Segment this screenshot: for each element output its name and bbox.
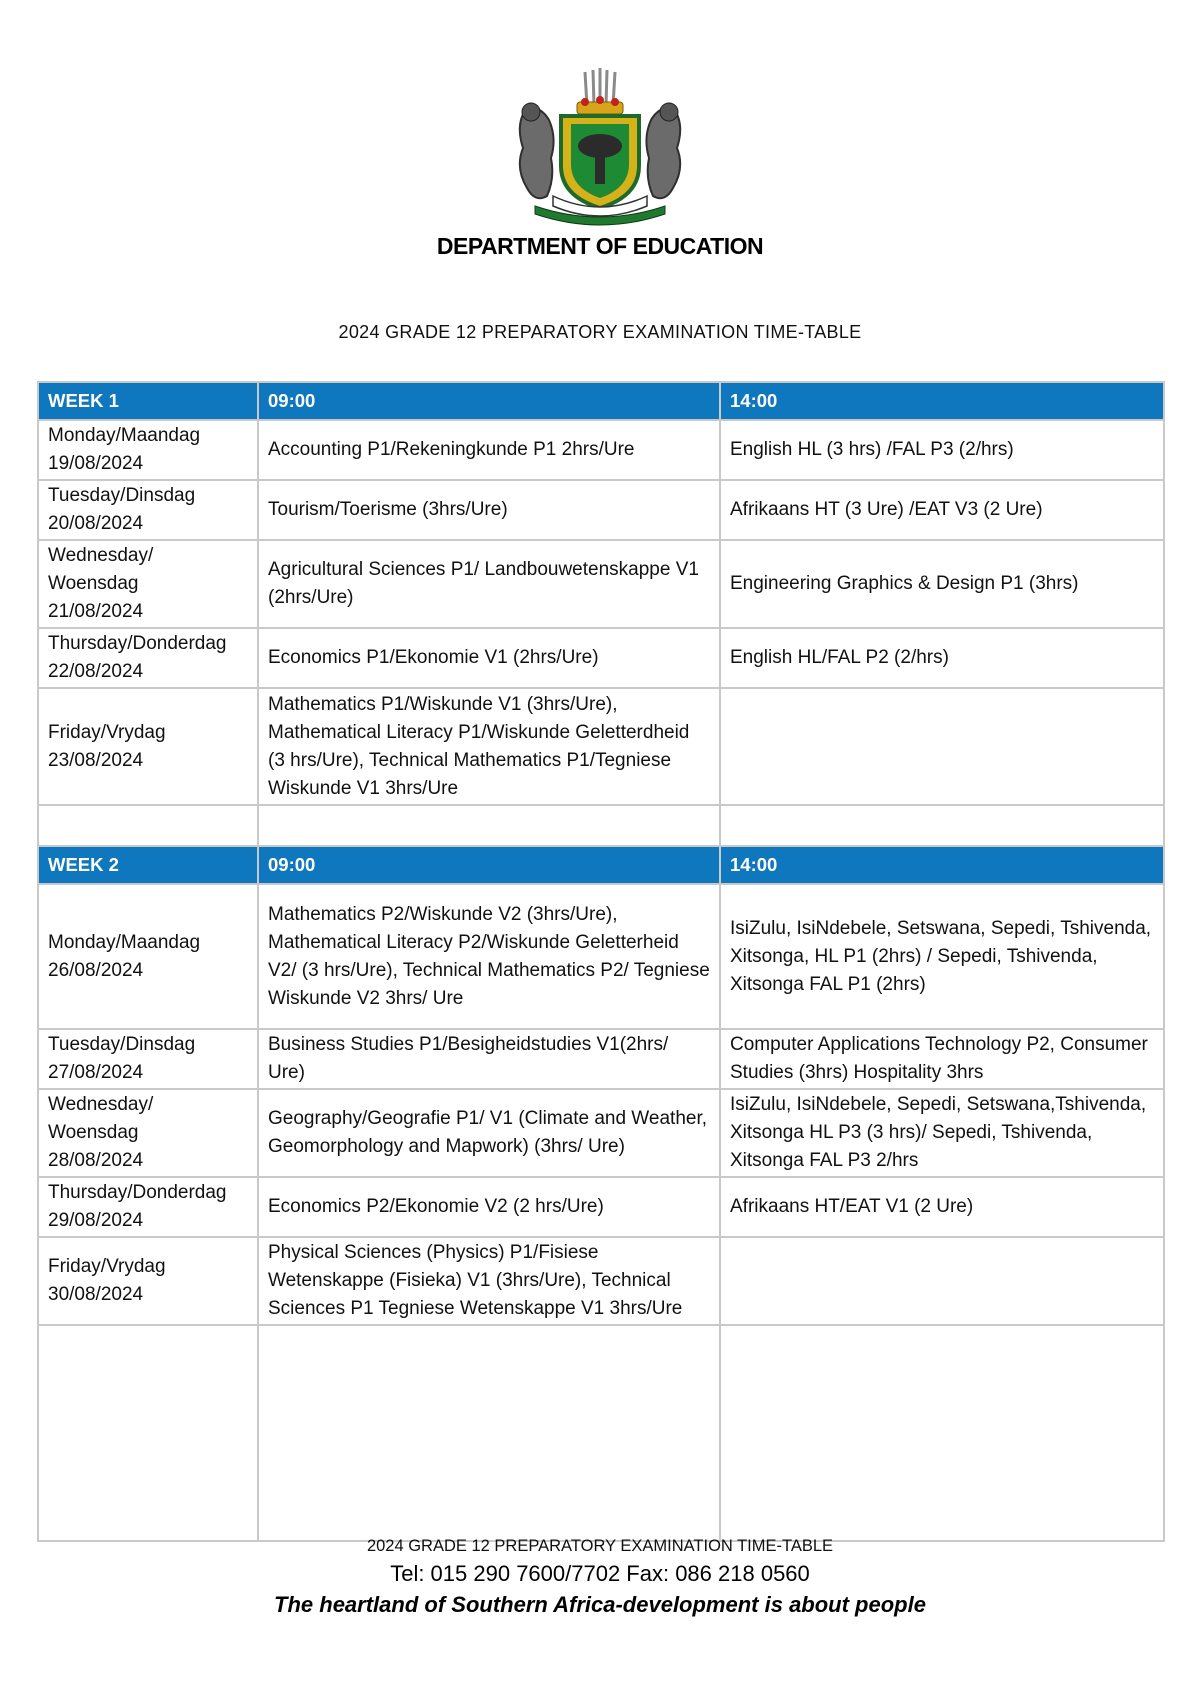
exam-timetable — [37, 381, 1165, 1542]
session-time-morning: 09:00 — [258, 382, 720, 420]
table-row — [38, 688, 1164, 805]
day-cell — [38, 420, 258, 480]
table-row — [38, 1177, 1164, 1237]
spacer-row — [38, 805, 1164, 846]
exam-date: 26/08/2024 — [48, 959, 144, 981]
exam-date: 20/08/2024 — [48, 513, 144, 534]
morning-exam: Accounting P1/Rekeningkunde P1 2hrs/Ure — [258, 420, 720, 480]
session-time-morning: 09:00 — [258, 846, 720, 884]
day-name: Friday/Vrydag — [48, 721, 166, 743]
afternoon-exam: Engineering Graphics & Design P1 (3hrs) — [720, 540, 1164, 628]
day-name: Monday/Maandag — [48, 931, 201, 953]
day-name: Wednesday/ Woensdag — [48, 1094, 154, 1143]
table-row — [38, 1237, 1164, 1325]
morning-exam: Mathematics P1/Wiskunde V1 (3hrs/Ure), Mathematical Literacy P1/Wiskunde Geletterdheid (3 hrs/Ure), Technical Mathematics P1/Tegniese Wiskunde V1 3hrs/Ure — [258, 688, 720, 805]
exam-date: 23/08/2024 — [48, 749, 144, 771]
week-label: WEEK 2 — [38, 846, 258, 884]
coat-of-arms-logo — [505, 68, 695, 230]
afternoon-exam: IsiZulu, IsiNdebele, Sepedi, Setswana,Tshivenda, Xitsonga HL P3 (3 hrs)/ Sepedi, Tshivenda, Xitsonga FAL P3 2/hrs — [720, 1089, 1164, 1177]
morning-exam: Economics P2/Ekonomie V2 (2 hrs/Ure) — [258, 1177, 720, 1237]
exam-date: 19/08/2024 — [48, 453, 144, 474]
table-row — [38, 1029, 1164, 1089]
afternoon-exam: English HL/FAL P2 (2/hrs) — [720, 628, 1164, 688]
day-name: Thursday/Donderdag — [48, 633, 227, 654]
week-header-row — [38, 846, 1164, 884]
afternoon-exam: English HL (3 hrs) /FAL P3 (2/hrs) — [720, 420, 1164, 480]
document-title: 2024 GRADE 12 PREPARATORY EXAMINATION TIME-TABLE — [338, 322, 862, 342]
exam-date: 21/08/2024 — [48, 601, 144, 622]
empty-row — [38, 1325, 1164, 1541]
table-row — [38, 420, 1164, 480]
day-name: Thursday/Donderdag — [48, 1182, 227, 1203]
footer-slogan: The heartland of Southern Africa-development is about people — [274, 1592, 926, 1617]
session-time-afternoon: 14:00 — [720, 382, 1164, 420]
day-cell — [38, 1177, 258, 1237]
exam-date: 22/08/2024 — [48, 661, 144, 682]
morning-exam: Geography/Geografie P1/ V1 (Climate and Weather, Geomorphology and Mapwork) (3hrs/ Ure) — [258, 1089, 720, 1177]
morning-exam: Agricultural Sciences P1/ Landbouwetenskappe V1 (2hrs/Ure) — [258, 540, 720, 628]
footer-title: 2024 GRADE 12 PREPARATORY EXAMINATION TIME-TABLE — [366, 1537, 834, 1555]
coat-of-arms-icon — [505, 68, 695, 230]
day-cell — [38, 540, 258, 628]
day-cell — [38, 480, 258, 540]
day-name: Tuesday/Dinsdag — [48, 1034, 196, 1055]
day-cell — [38, 1029, 258, 1089]
table-row — [38, 480, 1164, 540]
session-time-afternoon: 14:00 — [720, 846, 1164, 884]
morning-exam: Mathematics P2/Wiskunde V2 (3hrs/Ure), Mathematical Literacy P2/Wiskunde Geletterheid V2/ (3 hrs/Ure), Technical Mathematics P2/ Tegniese Wiskunde V2 3hrs/ Ure — [258, 884, 720, 1029]
footer-contact: Tel: 015 290 7600/7702 Fax: 086 218 0560 — [390, 1561, 810, 1586]
exam-date: 28/08/2024 — [48, 1150, 144, 1171]
day-cell — [38, 688, 258, 805]
day-name: Wednesday/ Woensdag — [48, 545, 154, 594]
department-title: DEPARTMENT OF EDUCATION — [436, 233, 764, 259]
day-cell — [38, 1089, 258, 1177]
afternoon-exam: Computer Applications Technology P2, Consumer Studies (3hrs) Hospitality 3hrs — [720, 1029, 1164, 1089]
week-label: WEEK 1 — [38, 382, 258, 420]
table-row — [38, 884, 1164, 1029]
morning-exam: Physical Sciences (Physics) P1/Fisiese Wetenskappe (Fisieka) V1 (3hrs/Ure), Technical Sciences P1 Tegniese Wetenskappe V1 3hrs/Ure — [258, 1237, 720, 1325]
week-header-row — [38, 382, 1164, 420]
day-name: Monday/Maandag — [48, 425, 201, 446]
morning-exam: Business Studies P1/Besigheidstudies V1(2hrs/ Ure) — [258, 1029, 720, 1089]
day-cell — [38, 1237, 258, 1325]
exam-date: 29/08/2024 — [48, 1210, 144, 1231]
afternoon-exam: Afrikaans HT/EAT V1 (2 Ure) — [720, 1177, 1164, 1237]
exam-date: 27/08/2024 — [48, 1062, 144, 1083]
morning-exam: Economics P1/Ekonomie V1 (2hrs/Ure) — [258, 628, 720, 688]
day-name: Friday/Vrydag — [48, 1256, 166, 1277]
table-row — [38, 628, 1164, 688]
table-row — [38, 1089, 1164, 1177]
day-name: Tuesday/Dinsdag — [48, 485, 196, 506]
afternoon-exam — [720, 1237, 1164, 1325]
day-cell — [38, 628, 258, 688]
exam-date: 30/08/2024 — [48, 1284, 144, 1305]
day-cell — [38, 884, 258, 1029]
table-row — [38, 540, 1164, 628]
afternoon-exam: IsiZulu, IsiNdebele, Setswana, Sepedi, Tshivenda, Xitsonga, HL P1 (2hrs) / Sepedi, Tshivenda, Xitsonga FAL P1 (2hrs) — [720, 884, 1164, 1029]
morning-exam: Tourism/Toerisme (3hrs/Ure) — [258, 480, 720, 540]
afternoon-exam: Afrikaans HT (3 Ure) /EAT V3 (2 Ure) — [720, 480, 1164, 540]
afternoon-exam — [720, 688, 1164, 805]
